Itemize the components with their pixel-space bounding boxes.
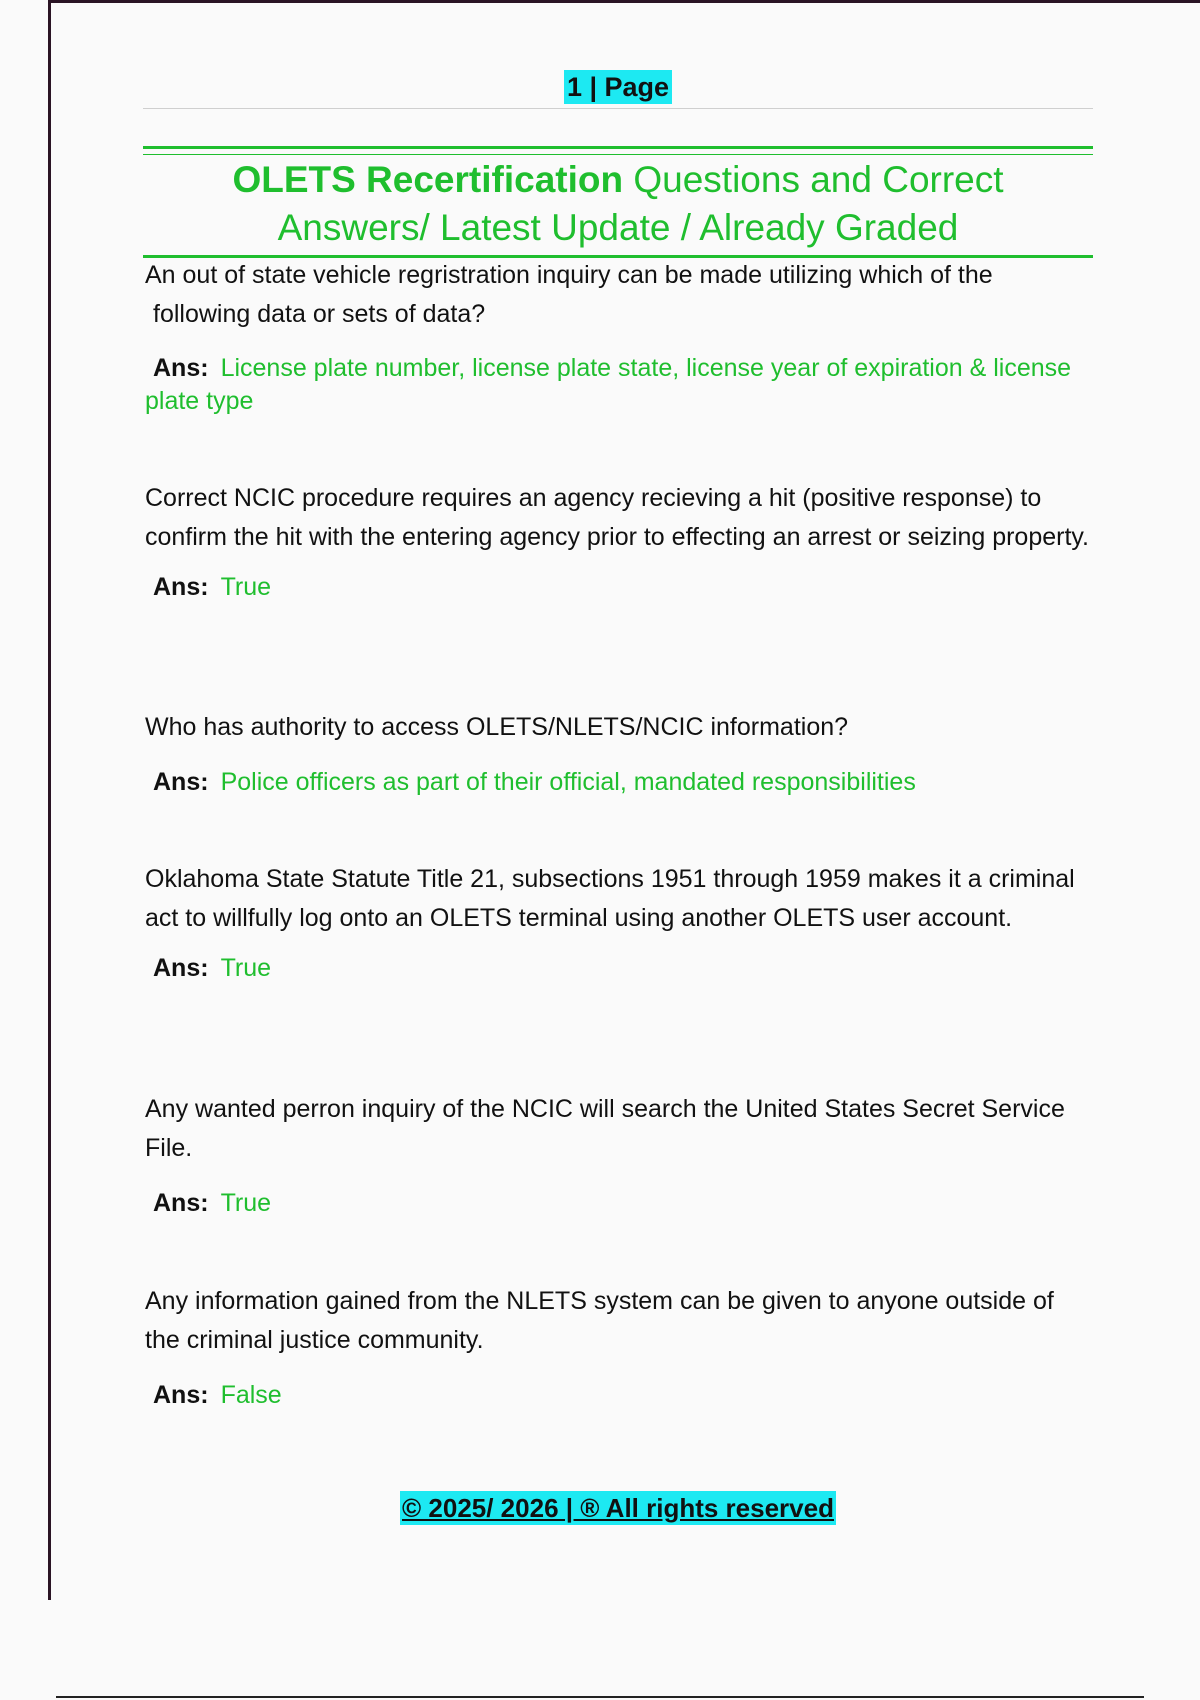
answer-label: Ans:: [153, 573, 209, 601]
answer-label: Ans:: [153, 954, 209, 982]
answer-row: [145, 352, 1095, 418]
answer-text: False: [220, 1381, 282, 1409]
question-text: Who has authority to access OLETS/NLETS/NCIC information?: [145, 713, 849, 741]
answer-row: [145, 571, 1095, 604]
answer-row: [145, 1187, 1095, 1220]
answer-text: True: [220, 954, 272, 982]
qa-item: [145, 1090, 1095, 1220]
page-frame-top-border: [48, 0, 1200, 3]
title-top-rule-thin: [143, 154, 1093, 155]
question-text: Any information gained from the NLETS system can be given to anyone outside of the criminal justice community.: [145, 1287, 1054, 1354]
answer-row: [145, 952, 1095, 985]
qa-item: [145, 479, 1095, 604]
title-bold-part: OLETS Recertification: [232, 159, 624, 200]
page-bottom-rule: [56, 1696, 1144, 1698]
document-title: [143, 156, 1093, 252]
answer-label: Ans:: [153, 1189, 209, 1217]
question-text: Oklahoma State Statute Title 21, subsections 1951 through 1959 makes it a criminal act to willfully log onto an OLETS terminal using another OLETS user account.: [145, 865, 1075, 932]
question-text: An out of state vehicle regristration inquiry can be made utilizing which of the following data or sets of data?: [145, 261, 993, 328]
qa-item: [145, 860, 1095, 985]
answer-label: Ans:: [153, 1381, 209, 1409]
header-divider: [143, 108, 1093, 109]
answer-text: License plate number, license plate state, license year of expiration & license plate type: [145, 354, 1072, 415]
qa-item: [145, 256, 1095, 418]
question-text: Any wanted perron inquiry of the NCIC will search the United States Secret Service File.: [145, 1095, 1065, 1162]
answer-text: True: [220, 1189, 272, 1217]
title-top-rule: [143, 146, 1093, 149]
page-header: [143, 70, 1093, 104]
answer-label: Ans:: [153, 354, 209, 382]
title-line-1: [143, 156, 1093, 204]
qa-item: [145, 708, 1095, 799]
answer-text: True: [220, 573, 272, 601]
answer-label: Ans:: [153, 768, 209, 796]
question-text: Correct NCIC procedure requires an agency recieving a hit (positive response) to confirm the hit with the entering agency prior to effecting an arrest or seizing property.: [145, 484, 1090, 551]
qa-item: [145, 1282, 1095, 1412]
copyright-notice: © 2025/ 2026 | ® All rights reserved: [402, 1493, 834, 1523]
title-line-2: Answers/ Latest Update / Already Graded: [277, 207, 959, 248]
answer-row: [145, 1379, 1095, 1412]
title-line-1-rest: Questions and Correct: [623, 159, 1004, 200]
page-footer: [143, 1491, 1093, 1525]
page-number-label: 1 | Page: [564, 70, 672, 104]
page-frame-left-border: [48, 0, 51, 1600]
answer-text: Police officers as part of their official, mandated responsibilities: [220, 768, 916, 796]
answer-row: [145, 766, 1095, 799]
